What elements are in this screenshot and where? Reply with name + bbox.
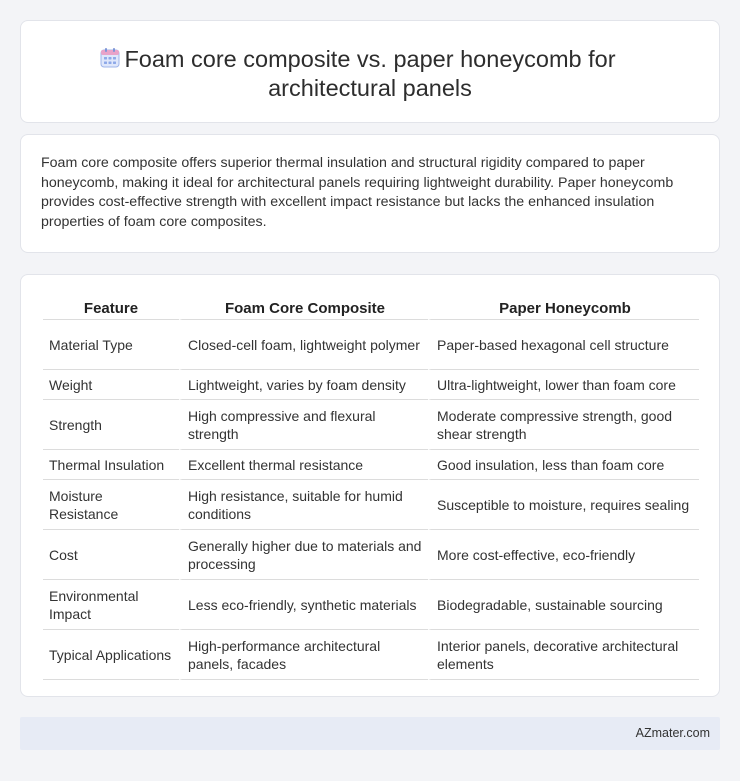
- row-paper-value: Susceptible to moisture, requires sealing: [428, 480, 699, 530]
- row-foam-value: Less eco-friendly, synthetic materials: [179, 580, 428, 630]
- table-header-row: [43, 296, 699, 320]
- footer-brand: AZmater.com: [635, 726, 710, 740]
- table-row: [43, 320, 699, 370]
- page-title-line-1: Foam core composite vs. paper honeycomb for: [124, 46, 616, 72]
- table-row: [43, 400, 699, 450]
- header-foam-core: Foam Core Composite: [179, 296, 428, 320]
- row-feature: Material Type: [43, 320, 179, 370]
- row-feature: Typical Applications: [43, 630, 179, 680]
- row-paper-value: Moderate compressive strength, good shear strength: [428, 400, 699, 450]
- intro-paragraph: Foam core composite offers superior thermal insulation and structural rigidity compared to paper honeycomb, making it ideal for architectural panels requiring lightweight durability. Paper honeycomb provides cost-effective strength with excellent impact resistance but lacks the enhanced insulation properties of foam core composites.: [41, 155, 674, 230]
- row-foam-value: Lightweight, varies by foam density: [179, 370, 428, 400]
- row-foam-value: Closed-cell foam, lightweight polymer: [179, 320, 428, 370]
- row-feature: Environmental Impact: [43, 580, 179, 630]
- row-foam-value: Generally higher due to materials and processing: [179, 530, 428, 580]
- table-row: [43, 370, 699, 400]
- table-row: [43, 630, 699, 680]
- row-paper-value: Ultra-lightweight, lower than foam core: [428, 370, 699, 400]
- row-paper-value: More cost-effective, eco-friendly: [428, 530, 699, 580]
- comparison-card: [20, 274, 720, 697]
- row-paper-value: Interior panels, decorative architectural elements: [428, 630, 699, 680]
- row-paper-value: Paper-based hexagonal cell structure: [428, 320, 699, 370]
- comparison-table: [43, 296, 699, 680]
- footer-bar: [20, 717, 720, 750]
- row-foam-value: High-performance architectural panels, facades: [179, 630, 428, 680]
- intro-card: [20, 134, 720, 253]
- title-card: [20, 20, 720, 123]
- row-foam-value: Excellent thermal resistance: [179, 450, 428, 480]
- row-feature: Thermal Insulation: [43, 450, 179, 480]
- row-feature: Weight: [43, 370, 179, 400]
- table-row: [43, 580, 699, 630]
- table-row: [43, 530, 699, 580]
- header-paper-honeycomb: Paper Honeycomb: [428, 296, 699, 320]
- row-paper-value: Good insulation, less than foam core: [428, 450, 699, 480]
- row-feature: Cost: [43, 530, 179, 580]
- table-row: [43, 480, 699, 530]
- page-title: [21, 45, 719, 103]
- table-row: [43, 450, 699, 480]
- row-feature: Moisture Resistance: [43, 480, 179, 530]
- page-title-line-2: architectural panels: [268, 75, 472, 101]
- row-foam-value: High compressive and flexural strength: [179, 400, 428, 450]
- row-foam-value: High resistance, suitable for humid conditions: [179, 480, 428, 530]
- header-feature: Feature: [43, 296, 179, 320]
- row-paper-value: Biodegradable, sustainable sourcing: [428, 580, 699, 630]
- row-feature: Strength: [43, 400, 179, 450]
